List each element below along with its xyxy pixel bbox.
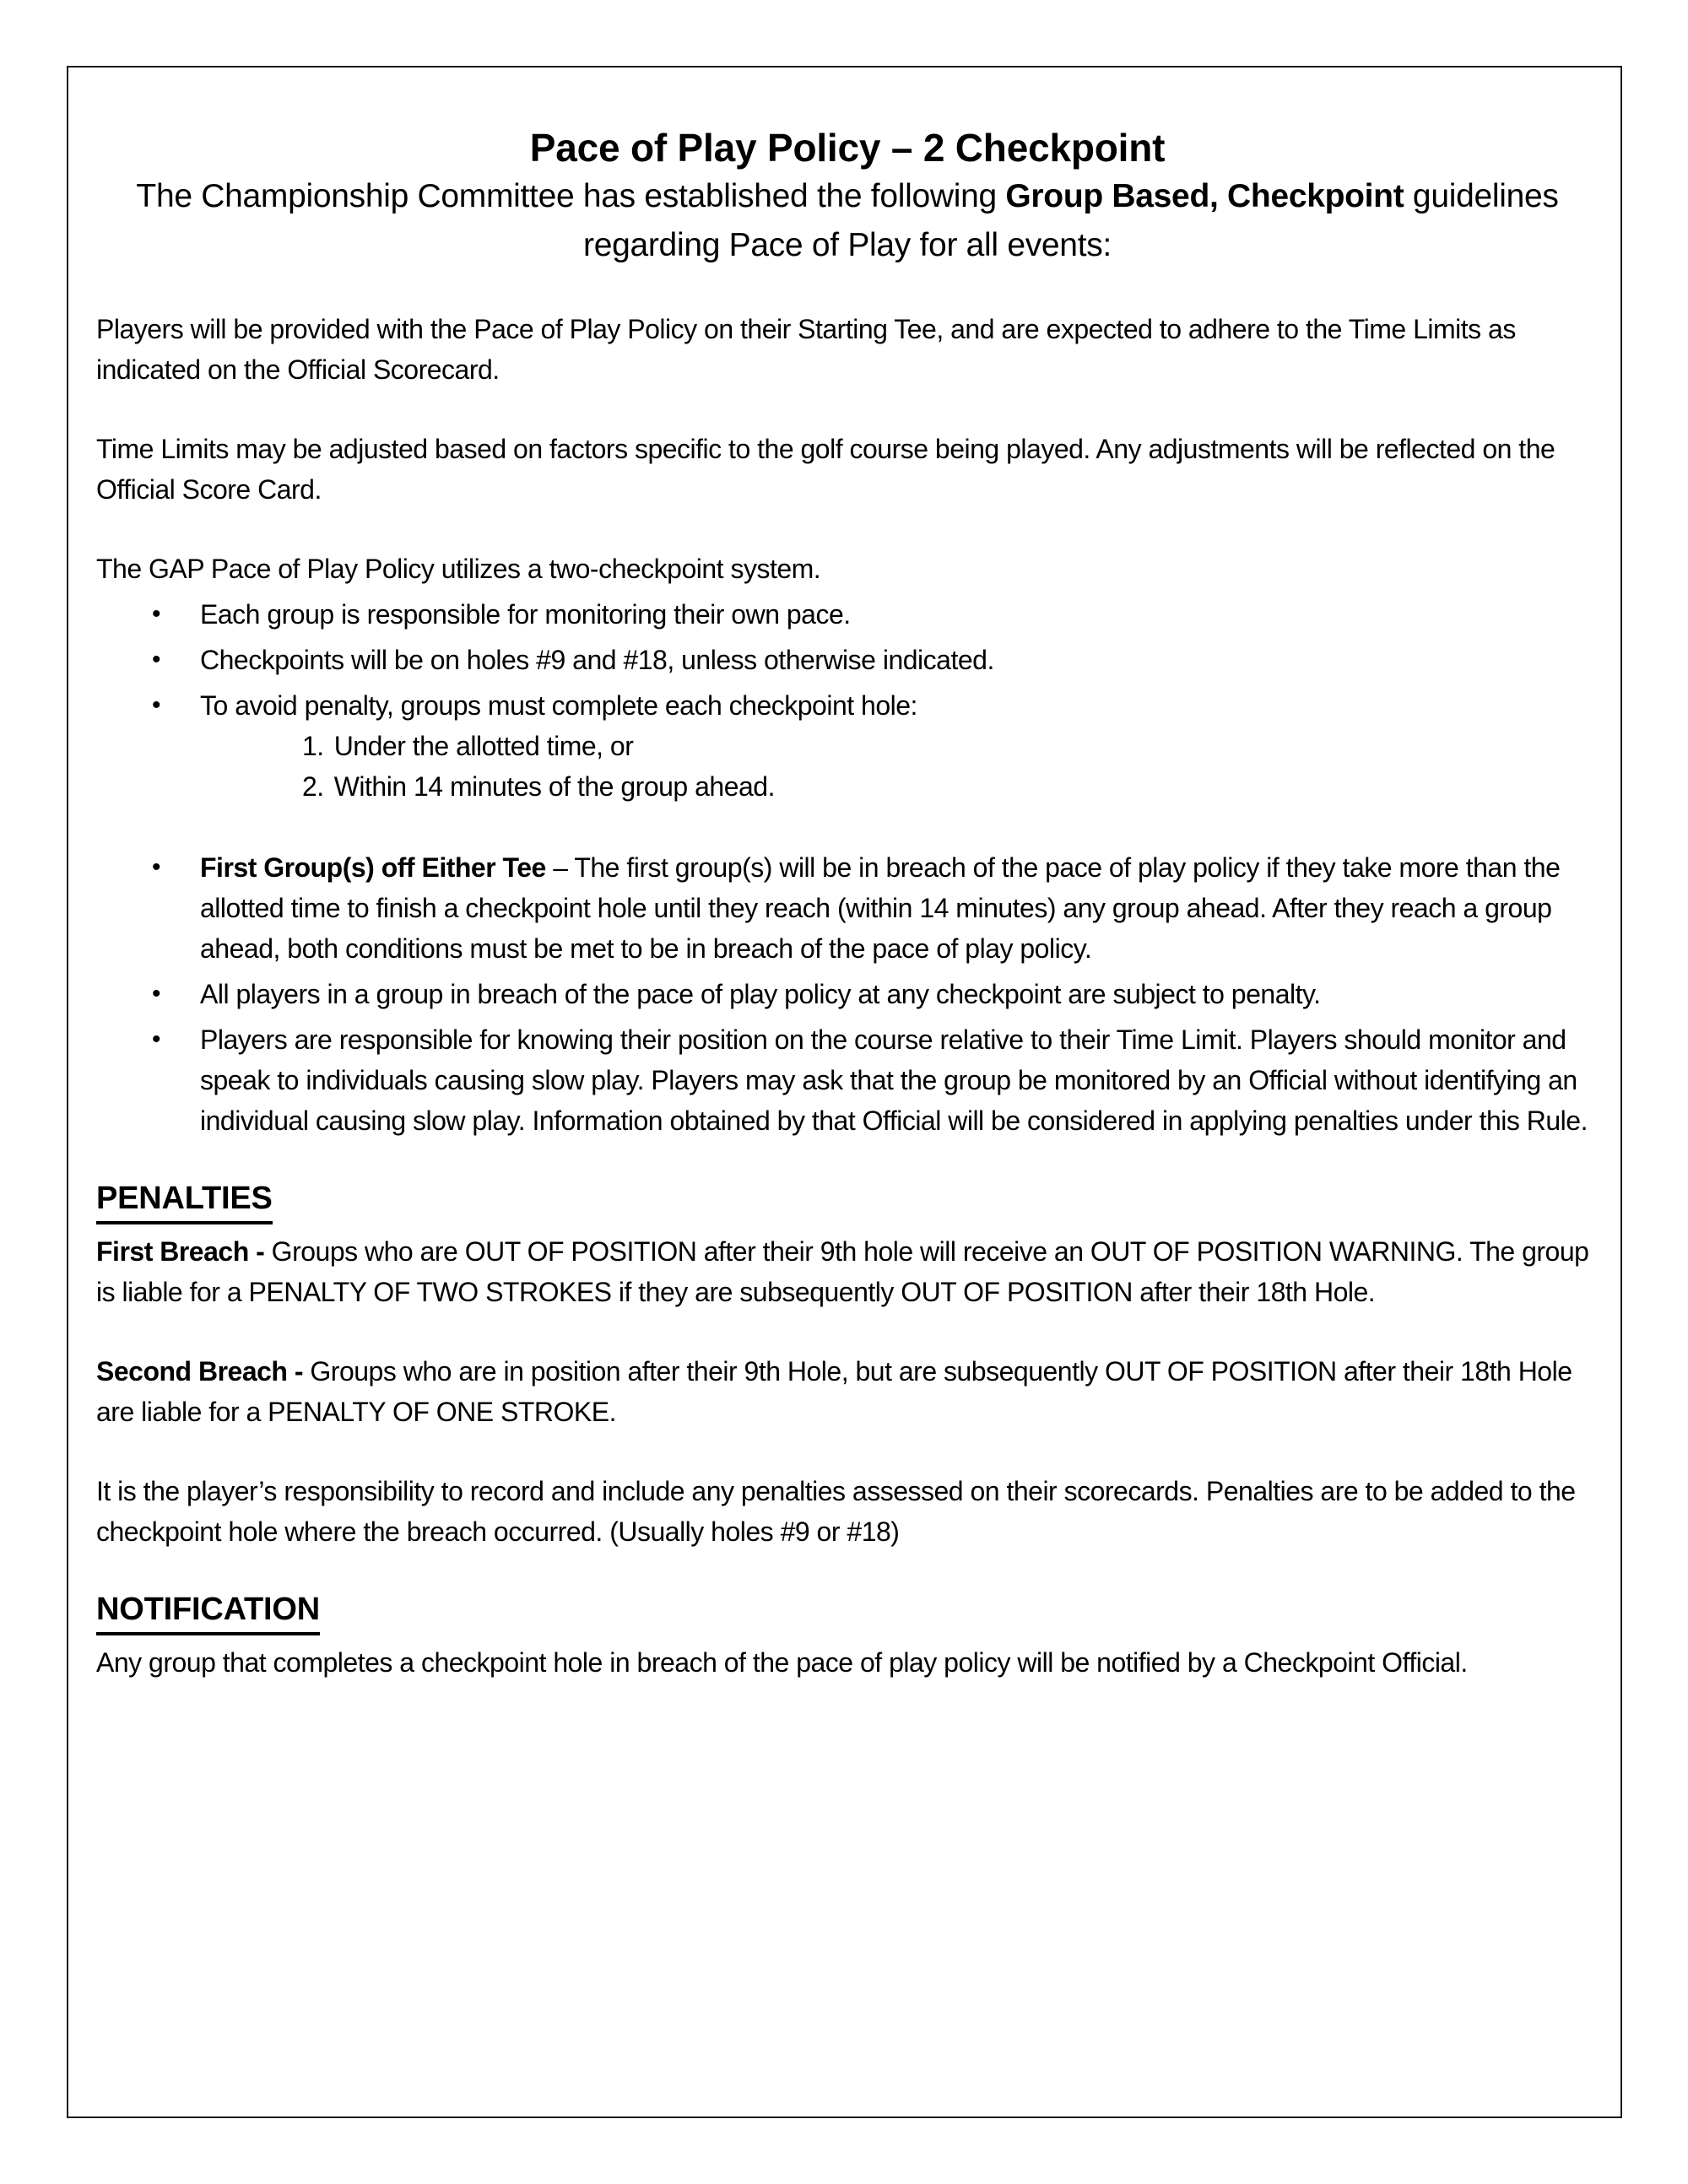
- bullet-icon: •: [152, 853, 161, 881]
- condition-text: Under the allotted time, or: [333, 731, 634, 761]
- bullet-icon: •: [152, 691, 161, 719]
- first-breach-label: First Breach -: [96, 1236, 272, 1267]
- bullet-item: [96, 847, 1599, 969]
- bullet-text: – The first group(s) will be in breach of the pace of play policy if they take more than the allotted time to finish a checkpoint hole until they reach (within 14 minutes) any group ahead. After they reach a group ahead, both conditions must be met to be in breach of the pace of play policy.: [200, 852, 1561, 964]
- bullet-bold-lead: First Group(s) off Either Tee: [200, 852, 546, 883]
- bullet-item: [96, 685, 1599, 807]
- second-breach-text: Groups who are in position after their 9th Hole, but are subsequently OUT OF POSITION after their 18th Hole are liable for a PENALTY OF ONE STROKE.: [96, 1356, 1572, 1427]
- page-title: Pace of Play Policy – 2 Checkpoint: [529, 126, 1166, 170]
- penalties-heading-text: PENALTIES: [96, 1176, 273, 1224]
- intro-paragraph-2: Time Limits may be adjusted based on factors specific to the golf course being played. Any adjustments will be reflected on the Official Score Card.: [96, 434, 1555, 505]
- bullet-icon: •: [152, 600, 161, 628]
- system-lead-paragraph: The GAP Pace of Play Policy utilizes a two-checkpoint system.: [96, 554, 821, 584]
- bullet-icon: •: [152, 646, 161, 673]
- condition-item: [302, 766, 1599, 807]
- condition-list: [302, 726, 1599, 807]
- bullet-item: [96, 594, 1599, 635]
- condition-item: [302, 726, 1599, 766]
- bullet-text: Players are responsible for knowing their position on the course relative to their Time Limit. Players should monitor and speak to individuals causing slow play. Players may ask that the group be monitored by an Official without identifying an individual causing slow play. Information obtained by that Official will be considered in applying penalties under this Rule.: [200, 1024, 1588, 1136]
- subtitle: [96, 172, 1599, 270]
- bullet-text: To avoid penalty, groups must complete each checkpoint hole:: [200, 690, 917, 721]
- subtitle-text: The Championship Committee has established the following: [136, 178, 1006, 214]
- bullet-icon: •: [152, 980, 161, 1008]
- condition-number: 2.: [302, 771, 324, 802]
- condition-number: 1.: [302, 731, 324, 761]
- subtitle-text-end: guidelines regarding Pace of Play for all events:: [583, 178, 1559, 263]
- notification-heading-text: NOTIFICATION: [96, 1587, 320, 1635]
- document-content: [96, 125, 1599, 1683]
- second-breach-label: Second Breach -: [96, 1356, 311, 1387]
- subtitle-bold-text: Group Based, Checkpoint: [1005, 178, 1404, 214]
- second-breach-paragraph: [96, 1351, 1599, 1432]
- bullet-text: Checkpoints will be on holes #9 and #18, unless otherwise indicated.: [200, 645, 994, 675]
- first-breach-paragraph: [96, 1231, 1599, 1312]
- bullet-item: [96, 1019, 1599, 1141]
- notification-paragraph: Any group that completes a checkpoint hole in breach of the pace of play policy will be notified by a Checkpoint Official.: [96, 1647, 1468, 1678]
- bullet-item: [96, 640, 1599, 680]
- notification-heading: [96, 1587, 1599, 1635]
- intro-paragraph-1: Players will be provided with the Pace of Play Policy on their Starting Tee, and are expected to adhere to the Time Limits as indicated on the Official Scorecard.: [96, 314, 1516, 385]
- first-breach-text: Groups who are OUT OF POSITION after their 9th hole will receive an OUT OF POSITION WARNING. The group is liable for a PENALTY OF TWO STROKES if they are subsequently OUT OF POSITION after their 18th Hole.: [96, 1236, 1589, 1307]
- recording-note-paragraph: It is the player’s responsibility to record and include any penalties assessed on their scorecards. Penalties are to be added to the checkpoint hole where the breach occurred. (Usually holes #9 or #18): [96, 1476, 1576, 1547]
- bullet-icon: •: [152, 1025, 161, 1053]
- bullet-text: Each group is responsible for monitoring their own pace.: [200, 599, 851, 630]
- condition-text: Within 14 minutes of the group ahead.: [333, 771, 775, 802]
- checkpoint-bullet-list: [96, 594, 1599, 1141]
- bullet-item: [96, 974, 1599, 1014]
- penalties-heading: [96, 1176, 1599, 1224]
- bullet-text: All players in a group in breach of the pace of play policy at any checkpoint are subject to penalty.: [200, 979, 1321, 1009]
